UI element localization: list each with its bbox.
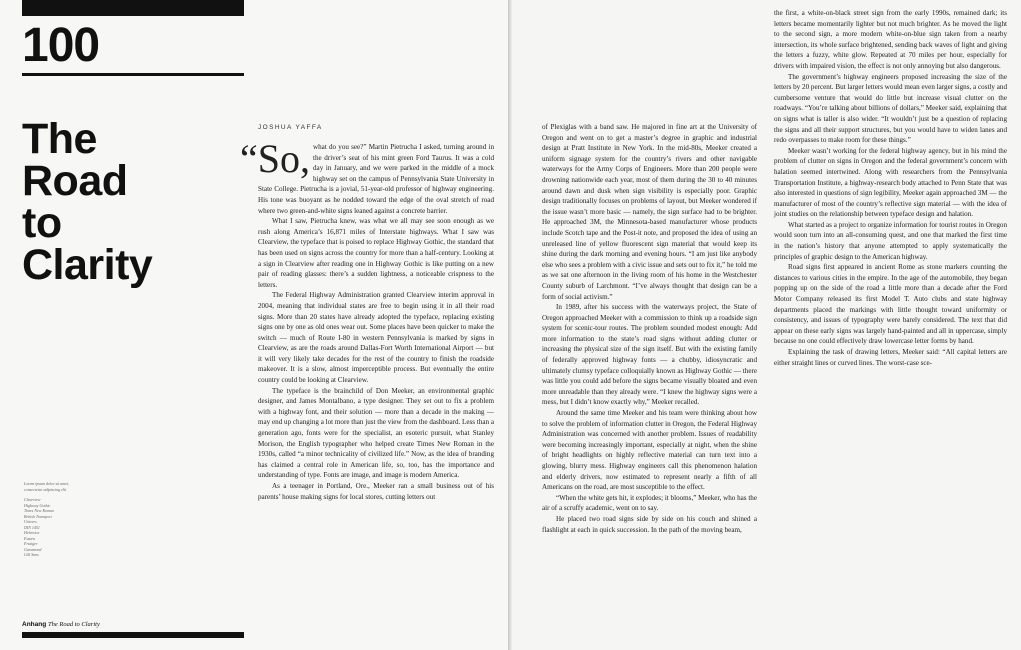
heading-rule xyxy=(22,73,244,76)
sidenote xyxy=(24,481,94,558)
sidenote-line: Frutiger xyxy=(24,541,38,546)
paragraph: Around the same time Meeker and his team were thinking about how to solve the problem of information clutter in Oregon, the Federal Highway Administration was concerned with another problem. Issues of readability were becoming increasingly important, especially at night, when the shine of bright headlights on highly reflective material can turn text into a glowing, blurry mess. Highway engineers call this phenomenon halation and elderly drivers, now estimated to represent nearly a fifth of all Americans on the road, are most susceptible to the effect. xyxy=(542,409,757,492)
text-column-1 xyxy=(240,136,494,588)
paragraph: In 1989, after his success with the waterways project, the State of Oregon approached Meeker with a commission to think up a roadside sign system for scenic-tour routes. The problem sounded modest enough: Add more information to the state’s road signs without adding clutter or increasing the physical size of the sign itself. But with the existing family of federally approved highway fonts — a chubby, idiosyncratic and ultimately clumsy typeface colloquially known as Highway Gothic — there was little you could add before the signs became visually bloated and even more unreadable than they already were. “I knew the highway signs were a mess, but I didn’t know exactly why,” Meeker recalled. xyxy=(542,303,757,407)
sidenote-line: Univers xyxy=(24,519,37,524)
sidenote-line: DIN 1451 xyxy=(24,524,40,530)
sidenote-line: Garamond xyxy=(24,546,42,552)
article-title xyxy=(22,115,153,289)
sidenote-line: British Transport xyxy=(24,513,52,519)
page-number-heading: 100 xyxy=(22,19,100,72)
right-page xyxy=(512,0,1021,650)
title-line: The xyxy=(22,115,97,163)
left-page xyxy=(0,0,508,650)
drop-quote: “So, xyxy=(240,136,310,181)
running-footer xyxy=(22,621,100,628)
top-rule xyxy=(22,0,244,16)
paragraph: Explaining the task of drawing letters, Meeker said: “All capital letters are either straight lines or curved lines. The worst-case sce- xyxy=(774,348,1007,367)
paragraph: The typeface is the brainchild of Don Meeker, an environmental graphic designer, and James Montalbano, a type designer. They set out to fix a problem with a highway font, and their solution — more than a decade in the making — may end up changing a lot more than just the view from the dashboard. Less than a generation ago, fonts were for the specialist, an esoteric pursuit, what Stanley Morison, the English typographer who helped create Times New Roman in the 1930s, called “a minor technicality of civilized life.” Now, as the idea of branding has claimed a central role in American life, so, too, has the importance and understanding of type. Fonts are image, and image is modern America. xyxy=(258,386,494,480)
paragraph: of Plexiglas with a band saw. He majored in fine art at the University of Oregon and went on to get a master’s degree in graphic and industrial design at Pratt Institute in New York. In the mid-80s, Meeker created a uniform signage system for the country’s rivers and other navigable waterways for the Army Corps of Engineers. More than 200 people were drowning nationwide each year, most of them during the 30 to 40 minutes around dawn and dusk when sign visibility is especially poor. Graphic design traditionally focuses on problems of layout, but Meeker wondered if the issue wasn’t more basic — namely, the sign surface had to be brighter. He approached 3M, the Minnesota-based manufacturer whose products include Scotch tape and the Post-it note, and proposed the idea of using an unreleased line of yellow fluorescent sign material that would keep its shine during the dark morning and evening hours. “I am just like anybody else who sees a problem with a civic issue and sets out to fix it,” he told me as we sat one afternoon in the living room of his home in the Westchester County suburb of Larchmont. “I’ve always thought that design can be a form of social activism.” xyxy=(542,123,757,301)
sidenote-line: Clearview xyxy=(24,497,41,502)
paragraph: The government’s highway engineers proposed increasing the size of the letters by 20 percent. But larger letters would mean even larger signs, a costly and cumbersome venture that would do little but increase visual clutter on the roadways. “You’re talking about billions of dollars,” Meeker said, explaining that on signs what is taller is also wider. “It wouldn’t just be a question of replacing the signs and all their support structures, but you would have to widen lanes and redo overpasses to make room for these things.” xyxy=(774,72,1007,145)
text-column-2 xyxy=(542,122,757,646)
paragraph-opening xyxy=(240,136,494,216)
sidenote-line: Times New Roman xyxy=(24,508,54,513)
paragraph: As a teenager in Portland, Ore., Meeker ran a small business out of his parents’ house making signs for local stores, cutting letters out xyxy=(258,482,494,501)
title-line: to xyxy=(22,199,62,247)
paragraph-text: what do you see?” Martin Pietrucha I asked, turning around in the driver’s seat of his mint green Ford Taurus. It was a cold day in January, and we were parked in the middle of a mock highway set on the campus of Pennsylvania State University in State College. Pietrucha is a jovial, 51-year-old professor of highway engineering. His tone was buoyant as he nodded toward the edge of the oval stretch of road where two green-and-white signs leaned against a concrete barrier. xyxy=(258,143,494,215)
paragraph: Meeker wasn’t working for the federal highway agency, but in his mind the problem of clutter on signs in Oregon and the federal government’s concern with halation seemed intertwined. Along with researchers from the Pennsylvania Transportation Institute, a highway-research body attached to Penn State that was also interested in questions of sign legibility, Meeker again approached 3M — the manufacturer of most of the country’s reflective sign material — with the idea of joint studies on the relationship between typeface design and halation. xyxy=(774,146,1007,219)
title-line: Clarity xyxy=(22,241,153,289)
paragraph: the first, a white-on-black street sign from the early 1990s, remained dark; its letters became momentarily lighter but not much brighter. As he moved the light to the second sign, a more modern white-on-blue sign taken from a nearby intersection, its whole surface brightened, sending back waves of light and giving the letters a fuzzy, white glow. Repeated at 70 miles per hour, especially for drivers with impaired vision, the effect is not only annoying but also dangerous. xyxy=(774,9,1007,70)
sidenote-line: Gill Sans xyxy=(24,552,39,557)
sidenote-line: Lorem ipsum dolor sit amet, xyxy=(24,481,70,486)
paragraph: “When the white gets hit, it explodes; it blooms,” Meeker, who has the air of a scruffy academic, went on to say. xyxy=(542,493,757,513)
paragraph: The Federal Highway Administration granted Clearview interim approval in 2004, meaning that individual states are free to begin using it in all their road signs. More than 20 states have already adopted the typeface, replacing existing signs one by one as old ones wear out. Some places have been quicker to make the switch — much of Route I-80 in western Pennsylvania is marked by signs in Clearview, as are the roads around Dallas-Fort Worth International Airport — but it will very likely take decades for the rest of the country to finish the roadside makeover. It is a slow, almost imperceptible process. But eventually the entire country could be looking at Clearview. xyxy=(258,291,494,385)
sidenote-line: consectetur adipiscing elit xyxy=(24,486,67,492)
footer-title: The Road to Clarity xyxy=(48,621,100,628)
paragraph: What I saw, Pietrucha knew, was what we all may see soon enough as we rush along America’s 16,871 miles of Interstate highways. What I saw was Clearview, the typeface that is poised to replace Highway Gothic, the standard that has been used on signs across the country for more than a half-century. Looking at a sign in Clearview after reading one in Highway Gothic is like putting on a new pair of reading glasses: there’s a sudden lightness, a noticeable crispness to the letters. xyxy=(258,217,494,289)
byline: JOSHUA YAFFA xyxy=(258,124,323,131)
title-line: Road xyxy=(22,157,128,205)
paragraph: He placed two road signs side by side on his couch and shined a flashlight at each in quick succession. In the path of the moving beam, xyxy=(542,514,757,534)
paragraph: Road signs first appeared in ancient Rome as stone markers counting the distances to various cities in the empire. In the age of the automobile, they began popping up on the side of the road a little more than a decade after the Ford Motor Company released its first Model T. Auto clubs and state highway departments placed the markings with little thought toward uniformity or consistency, and issues of typography were barely considered. The text that did appear on these early signs was largely hand-painted and all in uppercase, simply because no one could effectively draw lowercase letter forms by hand. xyxy=(774,263,1007,346)
sidenote-line: Highway Gothic xyxy=(24,502,51,508)
sidenote-line: Futura xyxy=(24,535,36,541)
text-column-3 xyxy=(774,8,1007,643)
paragraph: What started as a project to organize information for tourist routes in Oregon would soon turn into an all-consuming quest, and one that marked the first time in the nation’s history that anyone attempted to apply systematically the principles of graphic design to the American highway. xyxy=(774,220,1007,261)
bottom-rule xyxy=(22,632,244,638)
footer-section: Anhang xyxy=(22,621,47,628)
sidenote-line: Helvetica xyxy=(24,530,40,535)
